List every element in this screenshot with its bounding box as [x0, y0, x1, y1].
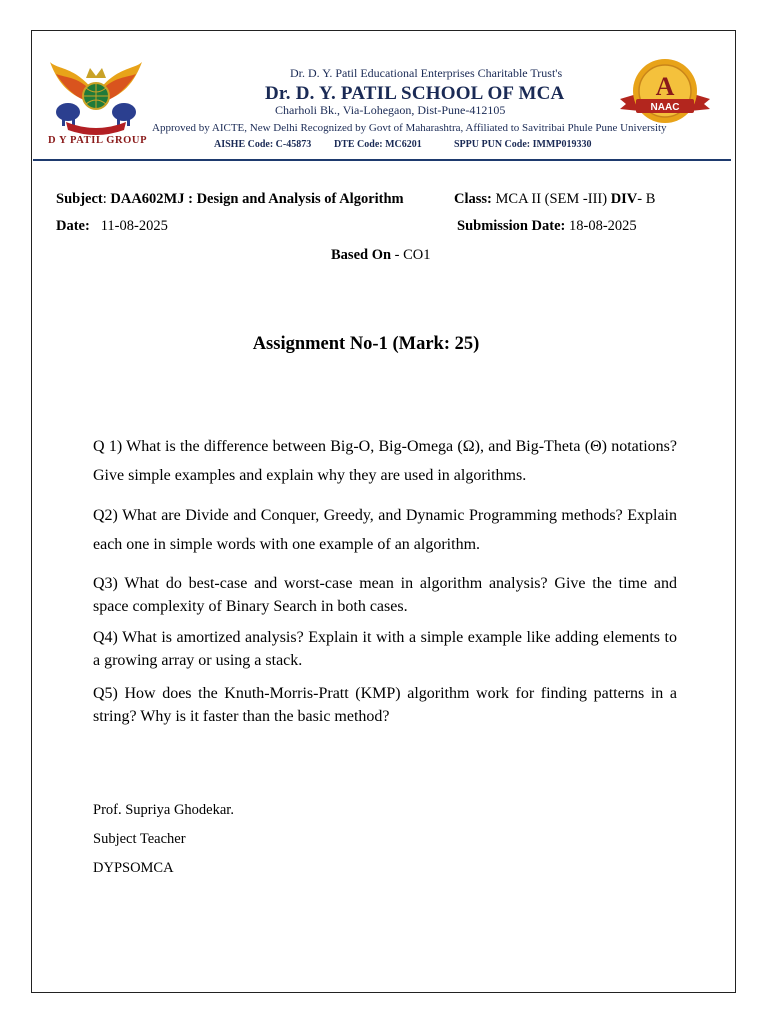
subject-line: Subject: DAA602MJ : Design and Analysis of Algorithm: [56, 191, 404, 207]
class-label: Class:: [454, 191, 492, 207]
div-value: - B: [637, 191, 656, 207]
class-line: [454, 191, 655, 208]
school-address: Charholi Bk., Via-Lohegaon, Dist-Pune-412105: [275, 103, 506, 117]
question-4: Q4) What is amortized analysis? Explain it with a simple example like adding elements to a growing array or using a stack.: [93, 629, 677, 669]
naac-badge: [618, 55, 712, 135]
header-rule: [33, 159, 731, 161]
dte-code: DTE Code: MC6201: [334, 139, 422, 150]
group-name: D Y PATIL GROUP: [48, 135, 148, 146]
school-name: Dr. D. Y. PATIL SCHOOL OF MCA: [265, 83, 565, 104]
submission-label: Submission Date:: [457, 218, 566, 234]
trust-name: Dr. D. Y. Patil Educational Enterprises Charitable Trust's: [290, 66, 563, 80]
naac-grade: A: [655, 72, 675, 101]
approval-line: Approved by AICTE, New Delhi Recognized by Govt of Maharashtra, Affiliated to Savitribai Phule Pune University: [152, 122, 667, 134]
teacher-name: Prof. Supriya Ghodekar.: [93, 802, 234, 818]
date-value: 11-08-2025: [100, 218, 168, 234]
subject-label: Subject: [56, 191, 103, 207]
based-value: - CO1: [394, 247, 431, 263]
date-line: [56, 218, 168, 235]
div-label: DIV: [610, 191, 638, 207]
date-label: Date:: [56, 218, 90, 234]
assignment-title: Assignment No-1 (Mark: 25): [252, 334, 480, 354]
naac-label: NAAC: [650, 102, 680, 113]
aishe-code: AISHE Code: C-45873: [214, 139, 312, 150]
sppu-code: SPPU PUN Code: IMMP019330: [454, 139, 592, 150]
teacher-role: Subject Teacher: [93, 831, 186, 847]
based-on-line: [331, 247, 431, 264]
question-5: Q5) How does the Knuth-Morris-Pratt (KMP) algorithm work for finding patterns in a string? Why is it faster than the basic method?: [93, 685, 677, 725]
question-2: Q2) What are Divide and Conquer, Greedy, and Dynamic Programming methods? Explain each one in simple words with one example of an algorithm.: [93, 507, 677, 553]
based-label: Based On: [331, 247, 392, 263]
subject-value: DAA602MJ : Design and Analysis of Algorithm: [110, 191, 404, 207]
question-1: Q 1) What is the difference between Big-O, Big-Omega (Ω), and Big-Theta (Θ) notations? Give simple examples and explain why they are used in algorithms.: [93, 438, 677, 484]
submission-line: [457, 218, 637, 235]
question-3: Q3) What do best-case and worst-case mean in algorithm analysis? Give the time and space complexity of Binary Search in both cases.: [93, 575, 677, 615]
class-value: MCA II (SEM -III): [495, 191, 608, 207]
submission-value: 18-08-2025: [569, 218, 637, 234]
institution-code: DYPSOMCA: [93, 860, 174, 876]
